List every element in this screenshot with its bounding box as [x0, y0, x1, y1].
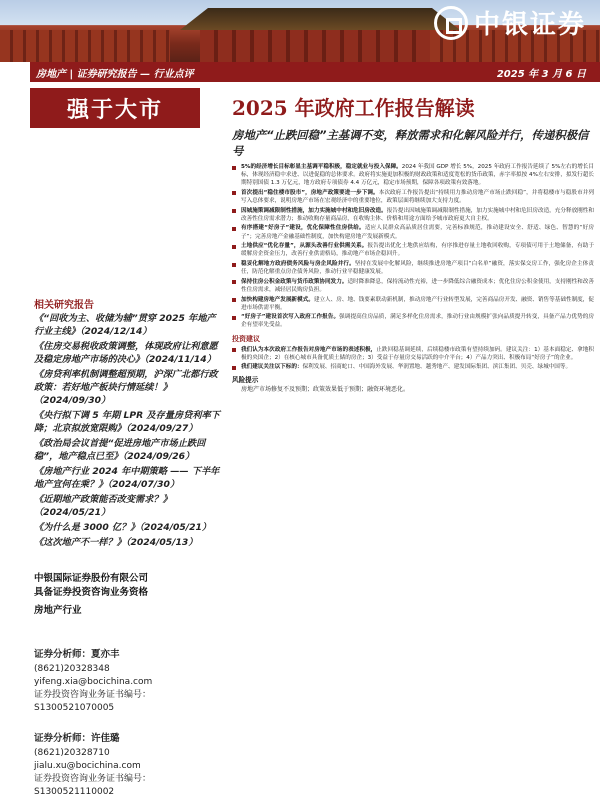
investment-heading: 投资建议 [232, 334, 260, 343]
body-paragraph: 稳妥化解地方政府债务风险与房企风险并行。坚持在发展中化解风险，继续推进房地产项目“白名单”融资，落实保交房工作，强化房企主体责任，防范化解重点房企债务风险，推动行业平稳健康发展。 [232, 260, 594, 276]
banner-image-roof [180, 8, 460, 30]
investment-paragraph: 我们认为本次政府工作报告对房地产市场的表述积极，止跌回稳基调延续，后续稳楼市政策有望持续加码。建议关注：1）基本面稳定、拿地积极的央国企；2）在核心城市具备优质土储的房企；3）受益于存量房交易活跃的中介平台；4）产品力突出、积极布局“好房子”的企业。 [232, 346, 594, 362]
body-paragraph: 保持住房公积金政策与货币政策协同发力。适时降准降息，保持流动性充裕，进一步降低综合融资成本；优化住房公积金使用，支持刚性和改善性住房需求，减轻居民购房负担。 [232, 278, 594, 294]
rating-badge: 强于大市 [30, 88, 200, 128]
body-paragraph: 土地供应“优化存量”，从源头改善行业供需关系。报告提出优化土地供应结构，有序推进存量土地收回收购，专项债可用于土地储备，有助于缓解房企资金压力，改善行业供需格局，推动地产市场企稳回升。 [232, 242, 594, 258]
body-paragraph: 加快构建房地产发展新模式。建立人、房、地、钱要素联动新机制，推动房地产行业转型发展，完善商品房开发、融资、销售等基础性制度，促进市场供需平衡。 [232, 296, 594, 312]
related-report-item[interactable]: 《“回收为主、收储为辅”贯穿 2025 年地产行业主线》（2024/12/14） [34, 313, 216, 337]
brand-name: 中银证券 [473, 10, 586, 40]
company-name: 中银国际证券股份有限公司 [34, 573, 149, 584]
related-report-item[interactable]: 《政治局会议首提“促进房地产市场止跌回稳”，地产稳点已至》（2024/09/26） [34, 438, 206, 462]
body-paragraph: 首次提出“稳住楼市股市”，房地产政策要进一步下调。本次政府工作报告提出“持续用力推动房地产市场止跌回稳”，并将稳楼市与稳股市并列写入总体要求，说明房地产市场在宏观经济中的重要地位，政策层面将继续加大支持力度。 [232, 189, 594, 205]
related-reports-heading: 相关研究报告 [34, 300, 94, 311]
main-column [232, 82, 594, 800]
analyst-name: 证券分析师：许佳璐 [34, 733, 120, 744]
analyst-name: 证券分析师：夏亦丰 [34, 649, 120, 660]
brand [434, 4, 586, 41]
related-reports-list [34, 312, 224, 551]
risk-text: 房地产市场修复不及预期；政策效果低于预期；融资环境恶化。 [241, 386, 410, 394]
sector-label: 房地产行业 [34, 605, 82, 616]
report-strip [30, 62, 600, 82]
bank-logo-icon [434, 6, 468, 40]
analyst-cert: 证券投资咨询业务证书编号：S1300521070005 [34, 690, 152, 713]
related-report-item[interactable]: 《近期地产政策能否改变需求？》（2024/05/21） [34, 494, 172, 518]
analyst-email[interactable]: yifeng.xia@bocichina.com [34, 677, 153, 687]
related-report-item[interactable]: 《住房交易税收政策调整，体现政府让利意愿及稳定房地产市场的决心》（2024/11/14） [34, 341, 218, 365]
related-report-item[interactable]: 《央行拟下调 5 年期 LPR 及存量房贷利率下降；北京拟放宽限购》（2024/09/27） [34, 410, 220, 434]
related-report-item[interactable]: 《为什么是 3000 亿？》（2024/05/21） [34, 522, 212, 533]
related-report-item[interactable]: 《房地产行业 2024 年中期策略 —— 下半年地产宜何在乘？》（2024/07/30） [34, 466, 220, 490]
analyst-block [34, 648, 230, 715]
analyst-cert: 证券投资咨询业务证书编号：S1300521110002 [34, 774, 152, 797]
left-column [30, 82, 228, 800]
analyst-email[interactable]: jialu.xu@bocichina.com [34, 761, 141, 771]
body-paragraph: 5%的经济增长目标彰显主基调平稳积极，稳定就业与投入保障。2024 年我国 GDP 增长 5%，2025 年政府工作报告延续了 5%左右的增长目标，体现经济稳中求进、以进促稳的总体要求。政府将实施更加积极的财政政策和适度宽松的货币政策，赤字率拟按 4%左右安排，拟发行超长期特别国债 1.3 万亿元，地方政府专项债券 4.4 万亿元，稳定市场预期，保障各项政策有效落地。 [232, 163, 594, 187]
page-title: 2025 年政府工作报告解读 [232, 96, 475, 120]
analyst-phone: (8621)20328710 [34, 748, 110, 758]
body-paragraph: 有序搭建“好房子”建设，优化保障性住房供给。适应人民群众高品质居住需要，完善标准规范，推动建设安全、舒适、绿色、智慧的“好房子”；完善房地产金融基础性制度，加快构建房地产发展新模式。 [232, 224, 594, 240]
risk-heading: 风险提示 [232, 376, 259, 385]
company-info [34, 572, 226, 618]
analyst-phone: (8621)20328348 [34, 664, 110, 674]
related-report-item[interactable]: 《这次地产不一样？》（2024/05/13） [34, 537, 198, 548]
body-paragraph: “好房子”建设首次写入政府工作报告。强调提高住房品质，满足多样化住房需求，推动行业由规模扩张向品质提升转变，具备产品力优势的房企有望率先受益。 [232, 313, 594, 329]
body-paragraph: 因城施策调减限制性措施，加力实施城中村和危旧房改造。报告提出因城施策调减限制性措施，加力实施城中村和危旧房改造，充分释放刚性和改善性住房需求潜力；推动收购存量商品房，在收购主体、价格和用途方面给予城市政府更大自主权。 [232, 207, 594, 223]
related-report-item[interactable]: 《房贷利率机制调整超预期，沪深广北都行政政策：若好地产板块行情延续！》（2024/09/30） [34, 369, 218, 406]
breadcrumb: 房地产 | 证券研究报告 — 行业点评 [36, 68, 194, 80]
analyst-block [34, 732, 230, 799]
page-subtitle: 房地产“止跌回稳”主基调不变，释放需求和化解风险并行，传递积极信号 [232, 128, 589, 158]
banner-image-left [0, 30, 170, 62]
header-banner [0, 0, 600, 62]
report-body [232, 163, 594, 394]
report-date: 2025 年 3 月 6 日 [496, 68, 586, 80]
company-qualification: 具备证券投资咨询业务资格 [34, 587, 149, 598]
banner-image-hall [200, 30, 440, 62]
investment-paragraph: 我们建议关注以下标的：保利发展、招商蛇口、中国海外发展、华润置地、越秀地产、建发国际集团、滨江集团、贝壳、绿城中国等。 [232, 363, 594, 371]
